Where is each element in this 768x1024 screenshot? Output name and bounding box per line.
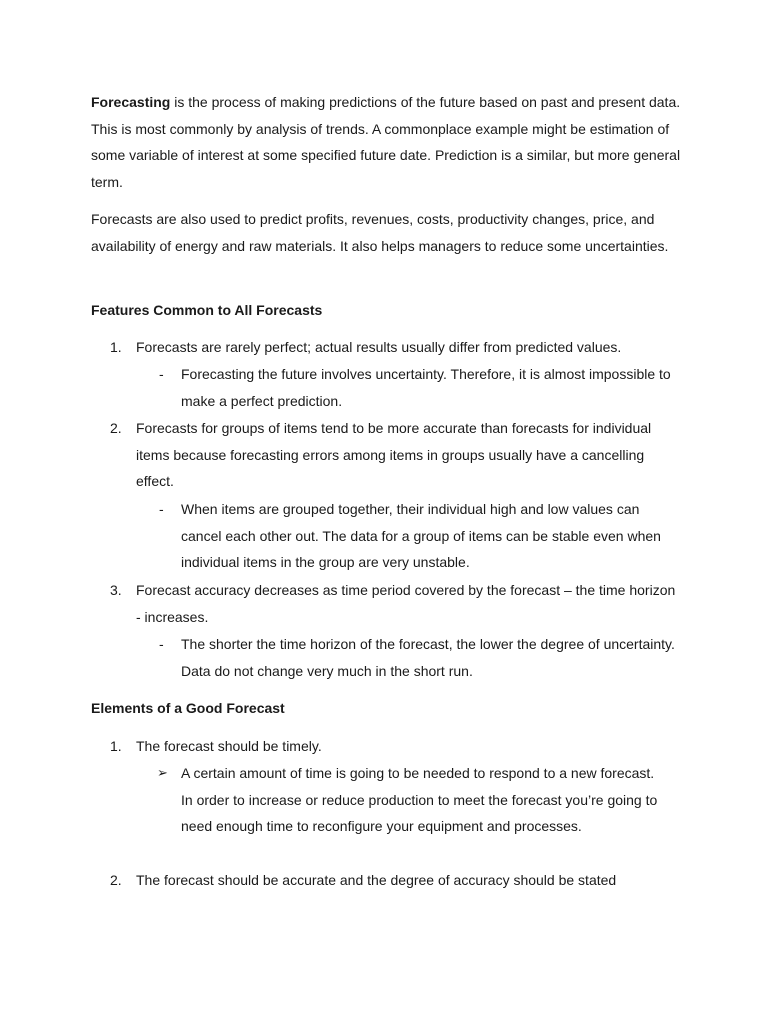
intro-body: is the process of making predictions of the future based on past and present data. This is most commonly by analysis of trends. A commonplace example might be estimation of some variable of interest at some specified future date. Prediction is a similar, but more general term.: [91, 94, 681, 190]
sub-item-features-1: [159, 361, 681, 414]
dash-bullet: -: [159, 501, 164, 517]
dash-bullet: -: [159, 366, 164, 382]
list-item-text: Forecasts are rarely perfect; actual results usually differ from predicted values.: [136, 339, 622, 355]
list-item-text: Forecasts for groups of items tend to be more accurate than forecasts for individual items because forecasting errors among items in groups usually have a cancelling effect.: [136, 420, 652, 490]
intro-lead-term: Forecasting: [91, 94, 171, 110]
sub-item-text: Forecasting the future involves uncertainty. Therefore, it is almost impossible to make a perfect prediction.: [181, 366, 671, 409]
sub-item-text: A certain amount of time is going to be needed to respond to a new forecast. In order to increase or reduce production to meet the forecast you’re going to need enough time to reconfigure your equipment and processes.: [181, 765, 658, 835]
list-number: 3.: [110, 582, 122, 598]
list-item-features-3: [110, 577, 681, 630]
section-heading-elements: Elements of a Good Forecast: [91, 700, 285, 716]
sub-item-elements-1: [157, 760, 661, 840]
list-item-text: The forecast should be timely.: [136, 738, 322, 754]
list-item-elements-1: [110, 733, 681, 760]
intro-paragraph: [91, 89, 681, 195]
list-item-text: The forecast should be accurate and the degree of accuracy should be stated: [136, 872, 617, 888]
arrow-bullet-icon: ➢: [157, 765, 168, 780]
sub-item-features-2: [159, 496, 681, 576]
forecast-uses-paragraph: Forecasts are also used to predict profits, revenues, costs, productivity changes, price, and availability of energy and raw materials. It also helps managers to reduce some uncertainties.: [91, 211, 669, 254]
list-number: 2.: [110, 872, 122, 888]
list-item-features-2: [110, 415, 681, 495]
list-number: 1.: [110, 738, 122, 754]
sub-item-text: The shorter the time horizon of the forecast, the lower the degree of uncertainty. Data do not change very much in the short run.: [181, 636, 675, 679]
list-number: 2.: [110, 420, 122, 436]
section-heading-features: Features Common to All Forecasts: [91, 302, 323, 318]
list-item-elements-2: [110, 867, 681, 894]
list-item-features-1: [110, 334, 681, 361]
list-number: 1.: [110, 339, 122, 355]
sub-item-features-3: [159, 631, 681, 684]
sub-item-text: When items are grouped together, their individual high and low values can cancel each other out. The data for a group of items can be stable even when individual items in the group are very unstable.: [181, 501, 661, 571]
dash-bullet: -: [159, 636, 164, 652]
list-item-text: Forecast accuracy decreases as time period covered by the forecast – the time horizon - increases.: [136, 582, 676, 625]
